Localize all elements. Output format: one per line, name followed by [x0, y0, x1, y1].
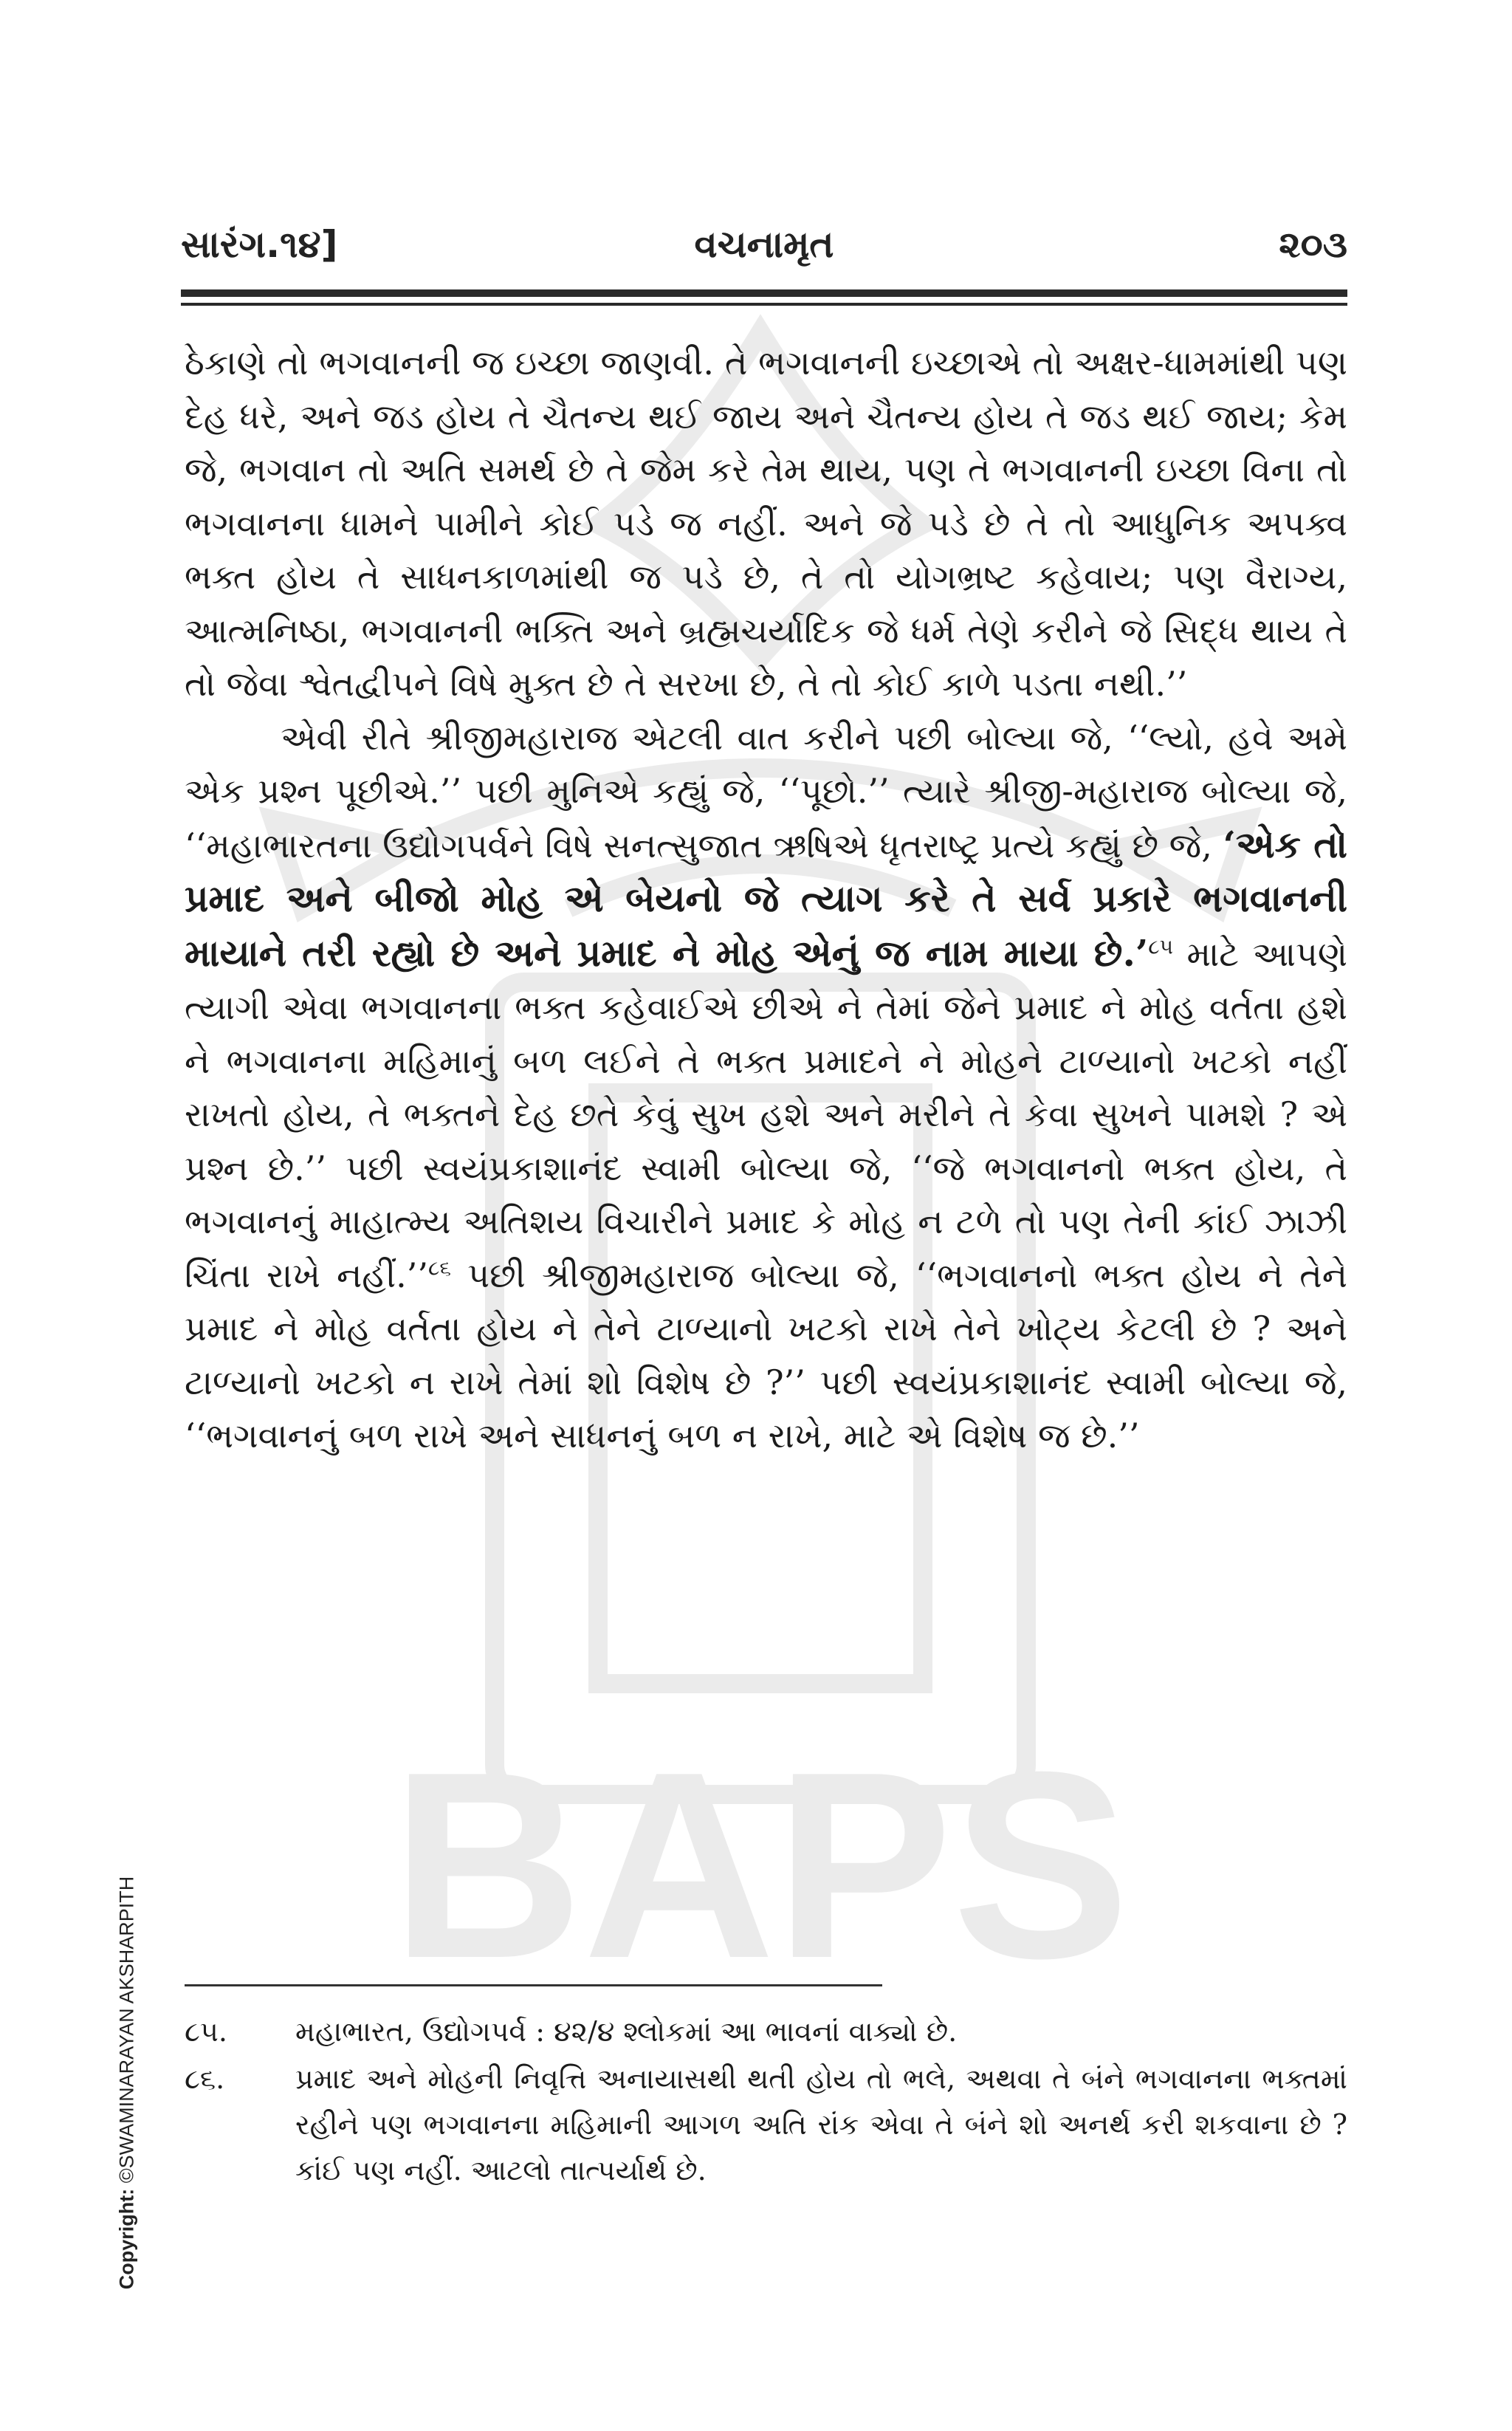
footnote-text: મહાભારત, ઉદ્યોગપર્વ : ૪૨/૪ શ્લોકમાં આ ભાવનાં વાક્યો છે. [295, 2015, 958, 2048]
page-number: ૨૦૩ [1279, 223, 1347, 266]
footnote-text: પ્રમાદ અને મોહની નિવૃત્તિ અનાયાસથી થતી હોય તો ભલે, અથવા તે બંને ભગવાનના ભક્તમાં રહીને પણ ભગવાનના મહિમાની આગળ અતિ રાંક એવા તે બંને શો અનર્થ કરી શકવાના છે ? કાંઈ પણ નહીં. આટલો તાત્પર્યાર્થ છે. [295, 2063, 1347, 2187]
footnote-ref-85: ૮૫ [1148, 934, 1174, 959]
copyright-notice [116, 1876, 139, 2289]
book-title: વચનામૃત [694, 223, 834, 266]
watermark-text: BAPS [391, 1717, 1130, 2014]
footnote-item [185, 2009, 1347, 2054]
paragraph-2 [185, 711, 1347, 1463]
footnote-number: ૮૬. [185, 2063, 225, 2095]
page-header [181, 216, 1347, 282]
footnote-divider [185, 1984, 882, 1986]
footnote-item [185, 2056, 1347, 2193]
footnote-number: ૮૫. [185, 2015, 227, 2048]
paragraph-1: ઠેકાણે તો ભગવાનની જ ઇચ્છા જાણવી. તે ભગવાનની ઇચ્છાએ તો અક્ષર-ધામમાંથી પણ દેહ ધરે, અને જડ હોય તે ચૈતન્ય થઈ જાય અને ચૈતન્ય હોય તે જડ થઈ જાય; કેમ જે, ભગવાન તો અતિ સમર્થ છે તે જેમ કરે તેમ થાય, પણ તે ભગવાનની ઇચ્છા વિના તો ભગવાનના ધામને પામીને કોઈ પડે જ નહીં. અને જે પડે છે તે તો આધુનિક અપક્વ ભક્ત હોય તે સાધનકાળમાંથી જ પડે છે, તે તો યોગભ્રષ્ટ કહેવાય; પણ વૈરાગ્ય, આત્મનિષ્ઠા, ભગવાનની ભક્તિ અને બ્રહ્મચર્યાદિક જે ધર્મ તેણે કરીને જે સિદ્ધ થાય તે તો જેવા શ્વેતદ્વીપને વિષે મુક્ત છે તે સરખા છે, તે તો કોઈ કાળે પડતા નથી.’’ [185, 343, 1347, 704]
footnotes [185, 2009, 1347, 2195]
main-text [185, 336, 1347, 1463]
chapter-reference: સારંગ.૧૪] [181, 223, 338, 266]
paragraph-2-middle: માટે આપણે ત્યાગી એવા ભગવાનના ભક્ત કહેવાઈએ છીએ ને તેમાં જેને પ્રમાદ ને મોહ વર્તતા હશે ને ભગવાનના મહિમાનું બળ લઈને તે ભક્ત પ્રમાદને ને મોહને ટાળ્યાનો ખટકો નહીં રાખતો હોય, તે ભક્તને દેહ છતે કેવું સુખ હશે અને મરીને તે કેવા સુખને પામશે ? એ પ્રશ્ન છે.’’ પછી સ્વયંપ્રકાશાનંદ સ્વામી બોલ્યા જે, ‘‘જે ભગવાનનો ભક્ત હોય, તે ભગવાનનું માહાત્મ્ય અતિશય વિચારીને પ્રમાદ કે મોહ ન ટળે તો પણ તેની કાંઈ ઝાઝી ચિંતા રાખે નહીં.’’ [185, 933, 1347, 1295]
copyright-holder: ©SWAMINARAYAN AKSHARPITH [115, 1876, 138, 2184]
header-rule-thin [181, 303, 1347, 306]
header-rule-thick [181, 289, 1347, 297]
footnote-ref-86: ૮૬ [428, 1255, 452, 1280]
paragraph-2-intro: એવી રીતે શ્રીજીમહારાજ એટલી વાત કરીને પછી બોલ્યા જે, ‘‘લ્યો, હવે અમે એક પ્રશ્ન પૂછીએ.’’ પછી મુનિએ કહ્યું જે, ‘‘પૂછો.’’ ત્યારે શ્રીજી-મહારાજ બોલ્યા જે, ‘‘મહાભારતના ઉદ્યોગપર્વને વિષે સનત્સુજાત ઋષિએ ધૃતરાષ્ટ્ર પ્રત્યે કહ્યું છે જે, [185, 717, 1347, 865]
copyright-label: Copyright: [115, 2188, 138, 2290]
quoted-verse-emphasis: ‘એક તો પ્રમાદ અને બીજો મોહ એ બેયનો જે ત્યાગ કરે તે સર્વ પ્રકારે ભગવાનની માયાને તરી રહ્યો છે અને પ્રમાદ ને મોહ એનું જ નામ માયા છે.’ [185, 822, 1348, 975]
paragraph-2-end: પછી શ્રીજીમહારાજ બોલ્યા જે, ‘‘ભગવાનનો ભક્ત હોય ને તેને પ્રમાદ ને મોહ વર્તતા હોય ને તેને ટાળ્યાનો ખટકો રાખે તેને ખોટ્ય કેટલી છે ? અને ટાળ્યાનો ખટકો ન રાખે તેમાં શો વિશેષ છે ?’’ પછી સ્વયંપ્રકાશાનંદ સ્વામી બોલ્યા જે, ‘‘ભગવાનનું બળ રાખે અને સાધનનું બળ ન રાખે, માટે એ વિશેષ જ છે.’’ [185, 1255, 1347, 1455]
